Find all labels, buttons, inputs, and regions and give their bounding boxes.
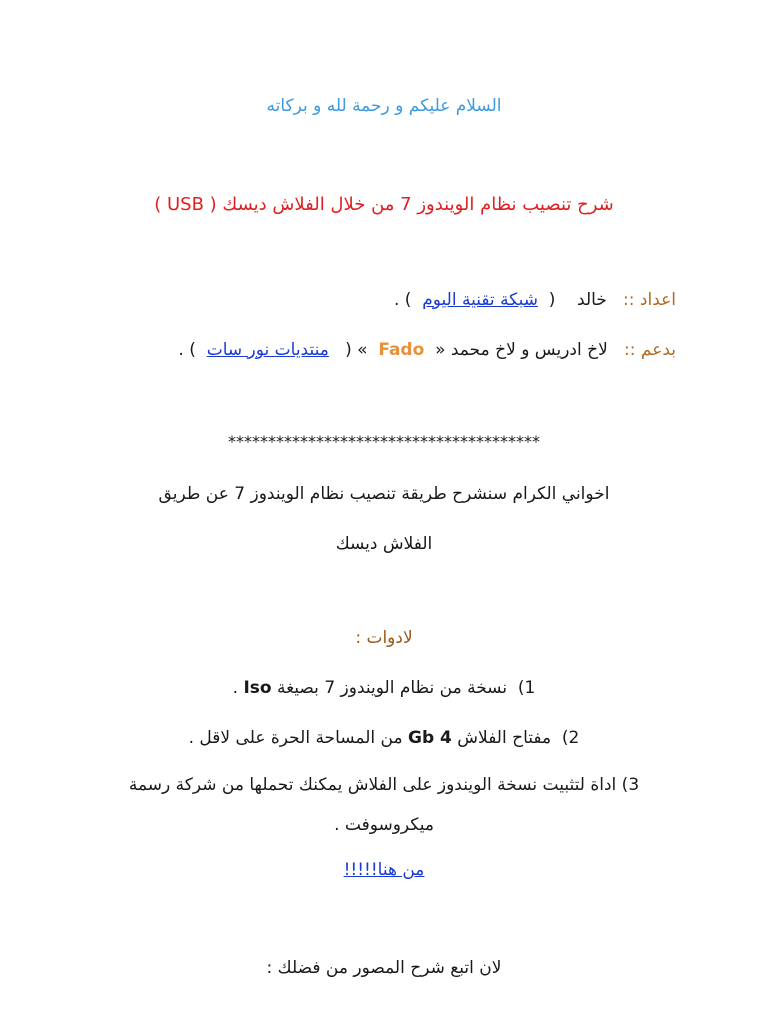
prepared-by-line (394, 290, 676, 310)
download-here-line (0, 860, 768, 880)
open-paren: ( (548, 290, 556, 310)
greeting: السلام عليكم و رحمة لله و بركاته (266, 96, 502, 116)
support-names: لاخ ادريس و لاخ محمد « (435, 340, 608, 360)
close-paren: ) . (393, 290, 412, 310)
support-after: » ( (345, 340, 368, 360)
item-bold: Iso (243, 678, 272, 698)
support-close: ) . (178, 340, 196, 360)
item-number: 3) (621, 775, 640, 795)
list-item (0, 728, 768, 748)
author-name: خالد (577, 290, 607, 310)
item-end: . (232, 678, 244, 698)
support-line (178, 340, 676, 360)
list-item-continued: ميكروسوفت . (334, 815, 434, 835)
intro-line-2: الفلاش ديسك (335, 534, 433, 554)
tech-network-link[interactable]: شبكة تقنية اليوم (422, 290, 538, 310)
item-number: 1) (517, 678, 536, 698)
prepared-label: اعداد :: (623, 290, 676, 310)
document-title: شرح تنصيب نظام الويندوز 7 من خلال الفلاش ديسك ( USB ) (154, 194, 614, 215)
item-text: نسخة من نظام الويندوز 7 بصيغة (271, 678, 508, 698)
list-item (0, 678, 768, 698)
item-bold: 4 Gb (408, 728, 452, 748)
noursat-forum-link[interactable]: منتديات نور سات (206, 340, 329, 360)
item-end: من المساحة الحرة على لاقل . (188, 728, 408, 748)
fado-name: Fado (378, 340, 425, 360)
intro-line-1: اخواني الكرام سنشرح طريقة تنصيب نظام الويندوز 7 عن طريق (158, 484, 610, 504)
tools-heading: لادوات : (355, 628, 413, 648)
download-here-link[interactable]: من هنا!!!!! (343, 860, 425, 880)
support-label: بدعم :: (624, 340, 676, 360)
list-item (0, 775, 768, 795)
item-number: 2) (561, 728, 580, 748)
follow-instructions: لان اتبع شرح المصور من فضلك : (266, 958, 502, 978)
item-text: اداة لتثبيت نسخة الويندوز على الفلاش يمكنك تحملها من شركة رسمة (128, 775, 617, 795)
separator: *************************************** (228, 432, 540, 451)
item-text: مفتاح الفلاش (451, 728, 552, 748)
